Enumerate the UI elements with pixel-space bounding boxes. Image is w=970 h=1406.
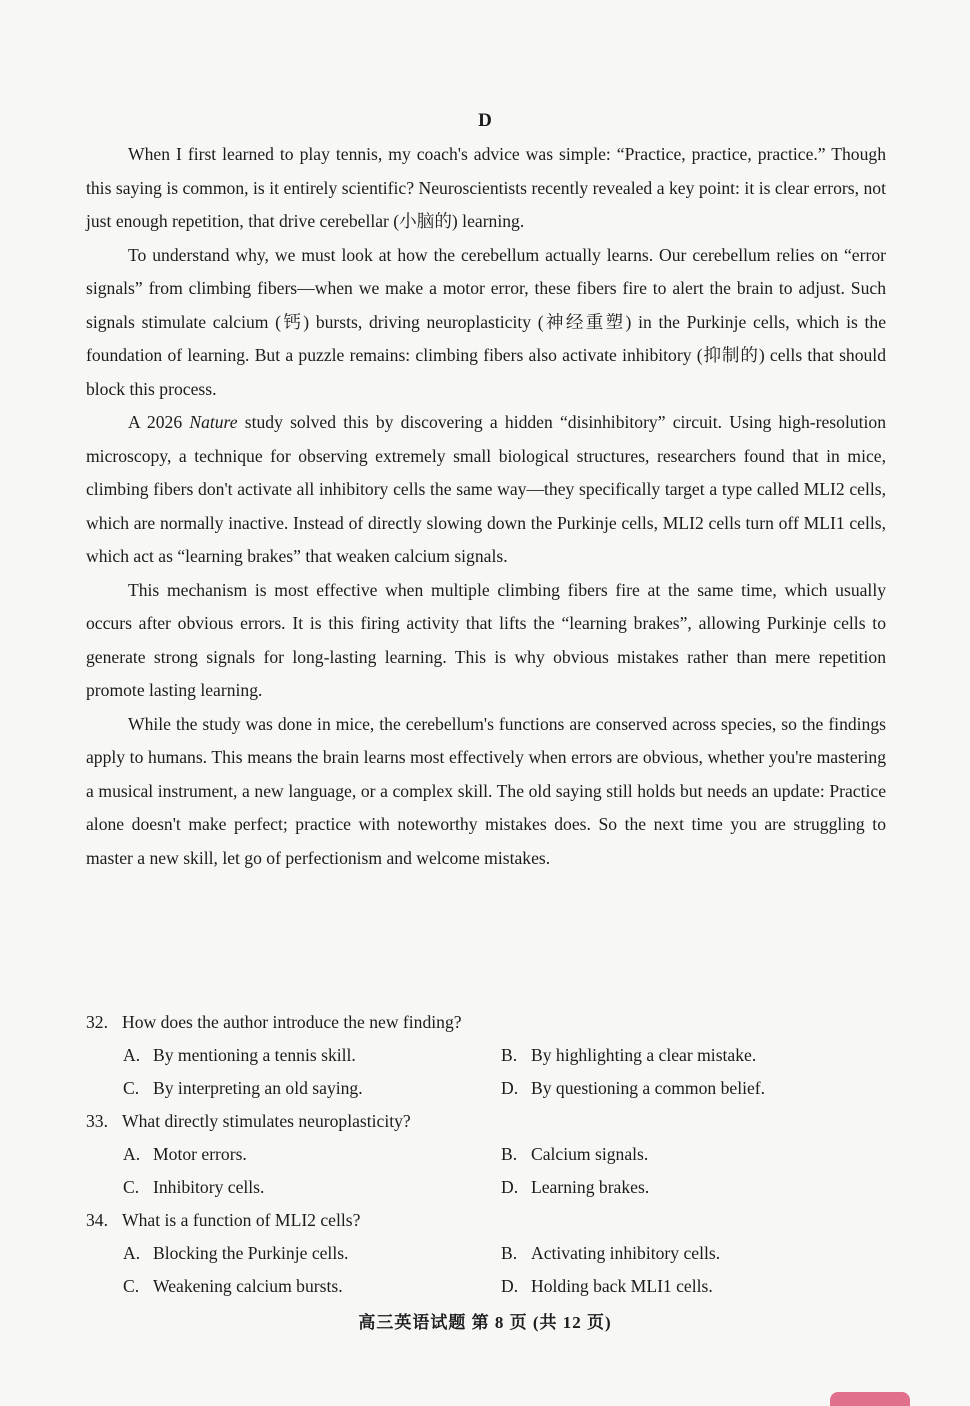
question-text: What directly stimulates neuroplasticity? <box>122 1111 411 1131</box>
option-text: By highlighting a clear mistake. <box>531 1045 757 1065</box>
passage-paragraph-4: This mechanism is most effective when multiple climbing fibers fire at the same time, which usually occurs after obvious errors. It is this firing activity that lifts the “learning brakes”, allowing Purkinje cells to generate strong signals for long-lasting learning. This is why obvious mistakes rather than mere repetition promote lasting learning. <box>86 579 886 700</box>
answer-option[interactable] <box>501 1270 881 1303</box>
question-stem <box>86 1204 886 1237</box>
option-letter: D. <box>501 1276 519 1296</box>
question-list <box>86 1006 886 1303</box>
option-text: Weakening calcium bursts. <box>153 1276 343 1296</box>
answer-option[interactable] <box>123 1072 501 1105</box>
option-text: Learning brakes. <box>531 1177 650 1197</box>
option-text: By interpreting an old saying. <box>153 1078 363 1098</box>
passage-paragraph-1: When I first learned to play tennis, my coach's advice was simple: “Practice, practice, practice.” Though this saying is common, is it entirely scientific? Neuroscientists recently revealed a key point: it is clear errors, not just enough repetition, that drive cerebellar (小脑的) learning. <box>86 144 886 231</box>
answer-option[interactable] <box>123 1171 501 1204</box>
answer-option[interactable] <box>501 1138 881 1171</box>
corner-tab-decoration <box>830 1392 910 1406</box>
passage-paragraph-3 <box>86 406 886 574</box>
option-letter: B. <box>501 1243 518 1263</box>
option-text: By mentioning a tennis skill. <box>153 1045 356 1065</box>
answer-option[interactable] <box>123 1039 501 1072</box>
question <box>86 1204 886 1303</box>
question-number: 34. <box>86 1210 108 1230</box>
answer-option[interactable] <box>501 1237 881 1270</box>
option-letter: C. <box>123 1078 140 1098</box>
option-text: Calcium signals. <box>531 1144 649 1164</box>
question-number: 32. <box>86 1012 108 1032</box>
option-text: Motor errors. <box>153 1144 247 1164</box>
passage-paragraph-5: While the study was done in mice, the cerebellum's functions are conserved across species, so the findings apply to humans. This means the brain learns most effectively when errors are obvious, whether you're mastering a musical instrument, a new language, or a complex skill. The old saying still holds but needs an update: Practice alone doesn't make perfect; practice with noteworthy mistakes does. So the next time you are struggling to master a new skill, let go of perfectionism and welcome mistakes. <box>86 713 886 868</box>
section-heading: D <box>478 110 492 131</box>
answer-option[interactable] <box>123 1270 501 1303</box>
option-text: Blocking the Purkinje cells. <box>153 1243 349 1263</box>
paragraph-3-text: study solved this by discovering a hidden “disinhibitory” circuit. Using high-resolution microscopy, a technique for observing extremely small biological structures, researchers found that in mice, climbing fibers don't activate all inhibitory cells the same way—they specifically target a type called MLI2 cells, which are normally inactive. Instead of directly slowing down the Purkinje cells, MLI2 cells turn off MLI1 cells, which act as “learning brakes” that weaken calcium signals. <box>86 412 886 566</box>
answer-option[interactable] <box>501 1072 881 1105</box>
answer-options <box>86 1138 886 1204</box>
option-text: Activating inhibitory cells. <box>531 1243 721 1263</box>
option-letter: C. <box>123 1276 140 1296</box>
option-text: Inhibitory cells. <box>153 1177 265 1197</box>
paragraph-3-lead: A 2026 <box>128 412 190 432</box>
answer-option[interactable] <box>123 1237 501 1270</box>
option-letter: B. <box>501 1045 518 1065</box>
option-text: Holding back MLI1 cells. <box>531 1276 713 1296</box>
answer-option[interactable] <box>501 1039 881 1072</box>
question-number: 33. <box>86 1111 108 1131</box>
reading-passage <box>86 138 886 875</box>
option-text: By questioning a common belief. <box>531 1078 766 1098</box>
answer-option[interactable] <box>501 1171 881 1204</box>
question-stem <box>86 1006 886 1039</box>
question-stem <box>86 1105 886 1138</box>
passage-paragraph-2: To understand why, we must look at how the cerebellum actually learns. Our cerebellum relies on “error signals” from climbing fibers—when we make a motor error, these fibers fire to alert the brain to adjust. Such signals stimulate calcium (钙) bursts, driving neuroplasticity (神经重塑) in the Purkinje cells, which is the foundation of learning. But a puzzle remains: climbing fibers also activate inhibitory (抑制的) cells that should block this process. <box>86 244 886 399</box>
option-letter: A. <box>123 1144 141 1164</box>
question-text: What is a function of MLI2 cells? <box>122 1210 361 1230</box>
answer-options <box>86 1237 886 1303</box>
answer-options <box>86 1039 886 1105</box>
option-letter: D. <box>501 1177 519 1197</box>
option-letter: A. <box>123 1243 141 1263</box>
question <box>86 1006 886 1105</box>
question-text: How does the author introduce the new finding? <box>122 1012 462 1032</box>
option-letter: C. <box>123 1177 140 1197</box>
answer-option[interactable] <box>123 1138 501 1171</box>
page-footer: 高三英语试题 第 8 页 (共 12 页) <box>358 1313 612 1332</box>
journal-name: Nature <box>189 412 238 432</box>
question <box>86 1105 886 1204</box>
option-letter: B. <box>501 1144 518 1164</box>
option-letter: D. <box>501 1078 519 1098</box>
option-letter: A. <box>123 1045 141 1065</box>
